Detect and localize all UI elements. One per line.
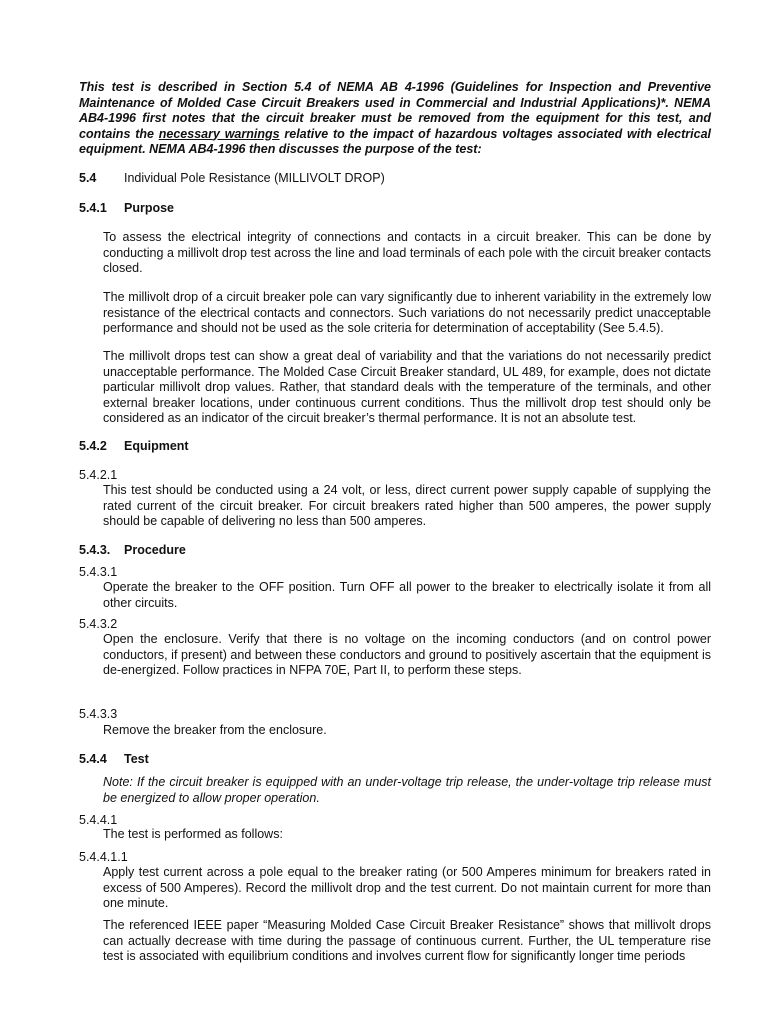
section-5-4-heading bbox=[79, 171, 385, 187]
subsection-number: 5.4.3.2 bbox=[79, 617, 118, 631]
purpose-paragraph-1: To assess the electrical integrity of connections and contacts in a circuit breaker. This can be done by conducting a millivolt drop test across the line and load terminals of each pole with the circuit breaker contacts closed. bbox=[103, 230, 711, 275]
intro-paragraph bbox=[79, 80, 711, 158]
subsection-number: 5.4.3.1 bbox=[79, 565, 118, 579]
section-title: Individual Pole Resistance (MILLIVOLT DROP) bbox=[124, 171, 385, 185]
procedure-step-2: Open the enclosure. Verify that there is no voltage on the incoming conductors (and on control power conductors, if present) and between these conductors and ground to positively ascertain that the equipment is de-energized. Follow practices in NFPA 70E, Part II, to perform these steps. bbox=[103, 632, 711, 677]
section-5-4-1-heading bbox=[79, 201, 174, 217]
intro-text-start: This test is described in Section 5.4 of NEMA AB 4-1996 (Guidelines for Inspection and Preventive Maintenance of Molded Case Circuit Breakers used in Commercial and Industrial Applications)*. NEMA AB4-1996 first notes that the circuit breaker must be removed from the equipment for this test, and contains the bbox=[79, 80, 711, 141]
intro-underlined-text: necessary warnings bbox=[158, 126, 280, 141]
section-title: Test bbox=[124, 752, 149, 766]
section-title: Purpose bbox=[124, 201, 175, 215]
section-number: 5.4.4 bbox=[79, 752, 107, 766]
section-number: 5.4 bbox=[79, 171, 97, 185]
test-note: Note: If the circuit breaker is equipped with an under-voltage trip release, the under-voltage trip release must be energized to allow proper operation. bbox=[103, 775, 711, 805]
test-step-paragraph-2: The referenced IEEE paper “Measuring Molded Case Circuit Breaker Resistance” shows that millivolt drops can actually decrease with time during the passage of continuous current. Further, the UL temperature rise test is associated with equilibrium conditions and involves current flow for significantly longer time periods bbox=[103, 918, 711, 963]
section-5-4-4-heading bbox=[79, 752, 149, 768]
test-step-paragraph-1: Apply test current across a pole equal to the breaker rating (or 500 Amperes minimum for breakers rated in excess of 500 Amperes). Record the millivolt drop and the test current. Do not maintain current for more than one minute. bbox=[103, 865, 711, 910]
section-number: 5.4.2 bbox=[79, 439, 107, 453]
subsection-number: 5.4.4.1.1 bbox=[79, 850, 128, 864]
equipment-paragraph: This test should be conducted using a 24 volt, or less, direct current power supply capable of supplying the rated current of the circuit breaker. For circuit breakers rated higher than 500 amperes, the power supply should be capable of delivering no less than 500 amperes. bbox=[103, 483, 711, 528]
subsection-number: 5.4.2.1 bbox=[79, 468, 118, 482]
section-title: Equipment bbox=[124, 439, 189, 453]
intro-text-end: relative to the impact of hazardous voltages associated with electrical equipment. NEMA AB4-1996 then discusses the purpose of the test: bbox=[79, 126, 712, 156]
section-5-4-3-heading bbox=[79, 543, 186, 559]
subsection-number: 5.4.4.1 bbox=[79, 813, 118, 827]
purpose-paragraph-3: The millivolt drops test can show a great deal of variability and that the variations do not necessarily predict unacceptable performance. The Molded Case Circuit Breaker standard, UL 489, for example, does not dictate particular millivolt drop values. Rather, that standard deals with the temperature of the terminals, and other external breaker locations, under continuous current conditions. Thus the millivolt drop test should only be considered as an indicator of the circuit breaker’s thermal performance. It is not an absolute test. bbox=[103, 349, 711, 425]
test-intro: The test is performed as follows: bbox=[103, 827, 283, 841]
procedure-step-1: Operate the breaker to the OFF position. Turn OFF all power to the breaker to electrically isolate it from all other circuits. bbox=[103, 580, 711, 610]
section-number: 5.4.1 bbox=[79, 201, 107, 215]
purpose-paragraph-2: The millivolt drop of a circuit breaker pole can vary significantly due to inherent variability in the extremely low resistance of the electrical contacts and connectors. Such variations do not necessarily predict unacceptable performance and should not be used as the sole criteria for determination of acceptability (See 5.4.5). bbox=[103, 290, 711, 335]
subsection-number: 5.4.3.3 bbox=[79, 707, 118, 721]
procedure-step-3: Remove the breaker from the enclosure. bbox=[103, 723, 327, 737]
section-5-4-2-heading bbox=[79, 439, 189, 455]
section-number: 5.4.3. bbox=[79, 543, 111, 557]
section-title: Procedure bbox=[124, 543, 186, 557]
